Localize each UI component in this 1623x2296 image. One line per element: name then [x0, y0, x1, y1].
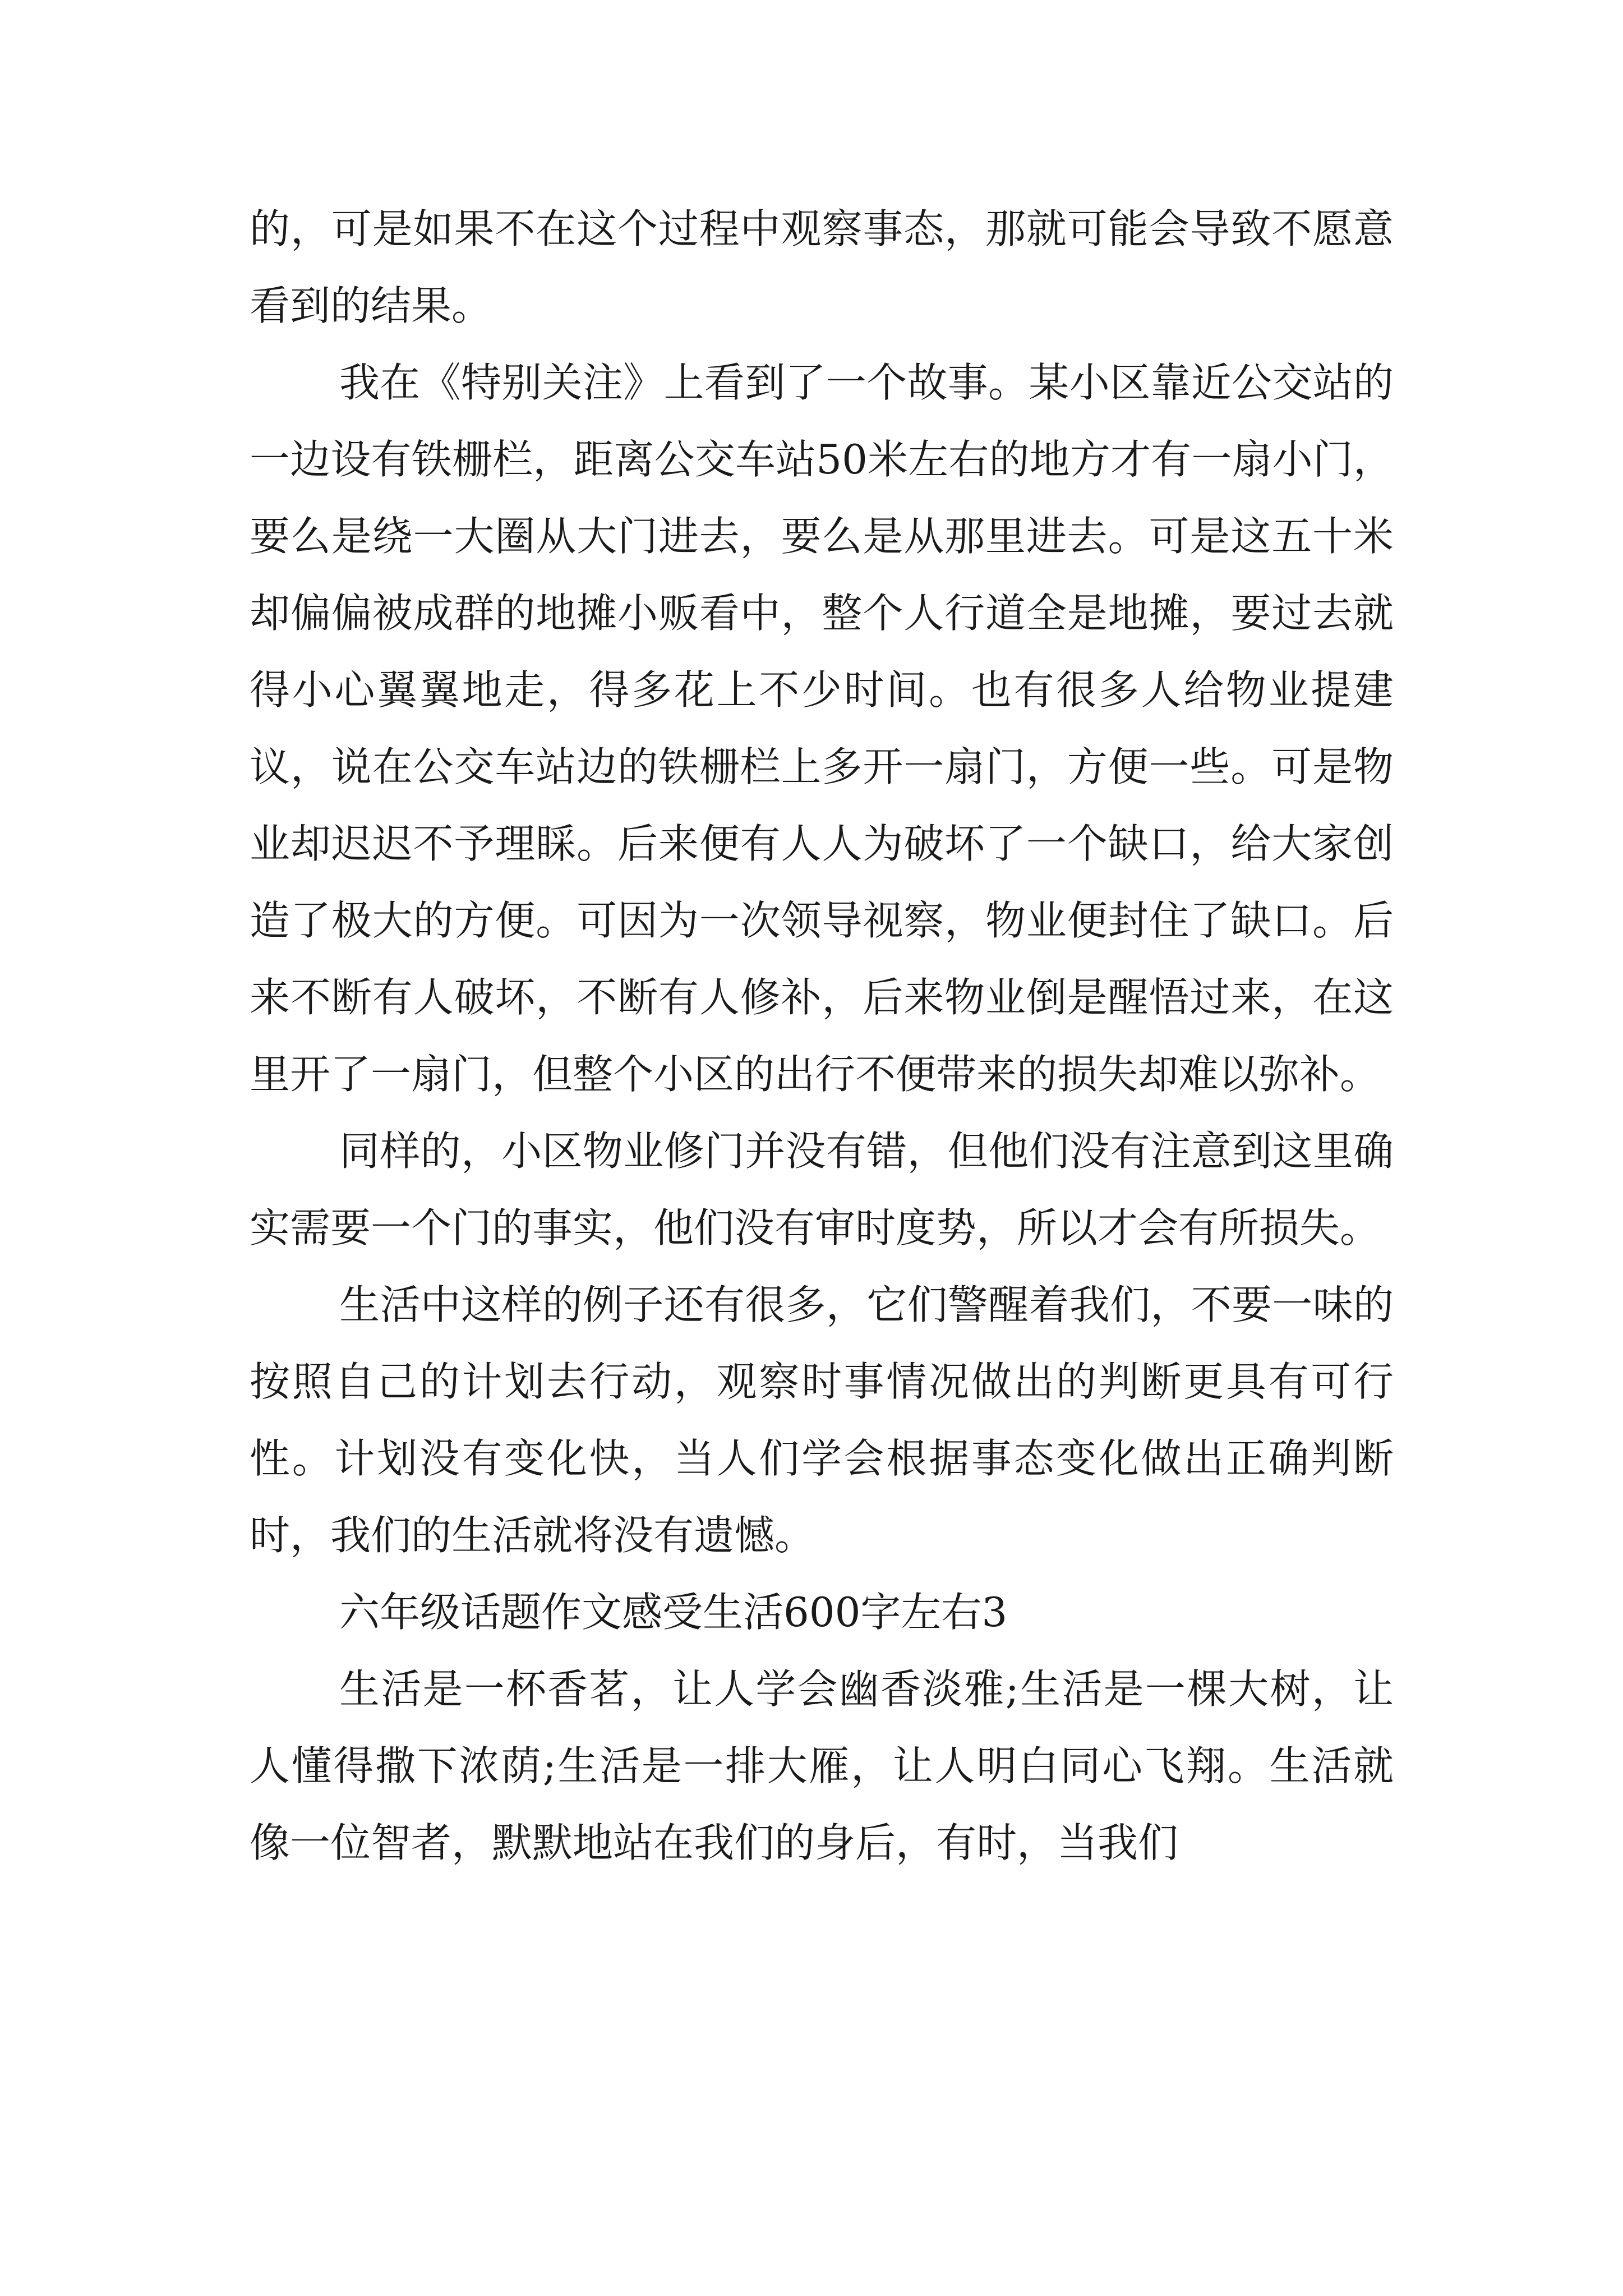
- document-body: [250, 191, 1394, 1881]
- paragraph-conclusion: 生活中这样的例子还有很多，它们警醒着我们，不要一味的按照自己的计划去行动，观察时事情况做出的判断更具有可行性。计划没有变化快，当人们学会根据事态变化做出正确判断时，我们的生活就将没有遗憾。: [250, 1281, 1394, 1559]
- paragraph-analysis: 同样的，小区物业修门并没有错，但他们没有注意到这里确实需要一个门的事实，他们没有审时度势，所以才会有所损失。: [250, 1128, 1394, 1251]
- paragraph-life: 生活是一杯香茗，让人学会幽香淡雅;生活是一棵大树，让人懂得撒下浓荫;生活是一排大雁，让人明白同心飞翔。生活就像一位智者，默默地站在我们的身后，有时，当我们: [250, 1665, 1394, 1866]
- section-title: 六年级话题作文感受生活600字左右3: [339, 1589, 1008, 1636]
- paragraph-story: 我在《特别关注》上看到了一个故事。某小区靠近公交站的一边设有铁栅栏，距离公交车站50米左右的地方才有一扇小门，要么是绕一大圈从大门进去，要么是从那里进去。可是这五十米却偏偏被成群的地摊小贩看中，整个人行道全是地摊，要过去就得小心翼翼地走，得多花上不少时间。也有很多人给物业提建议，说在公交车站边的铁栅栏上多开一扇门，方便一些。可是物业却迟迟不予理睬。后来便有人人为破坏了一个缺口，给大家创造了极大的方便。可因为一次领导视察，物业便封住了缺口。后来不断有人破坏，不断有人修补，后来物业倒是醒悟过来，在这里开了一扇门，但整个小区的出行不便带来的损失却难以弥补。: [250, 359, 1394, 1098]
- paragraph-continuation: 的，可是如果不在这个过程中观察事态，那就可能会导致不愿意看到的结果。: [250, 205, 1394, 329]
